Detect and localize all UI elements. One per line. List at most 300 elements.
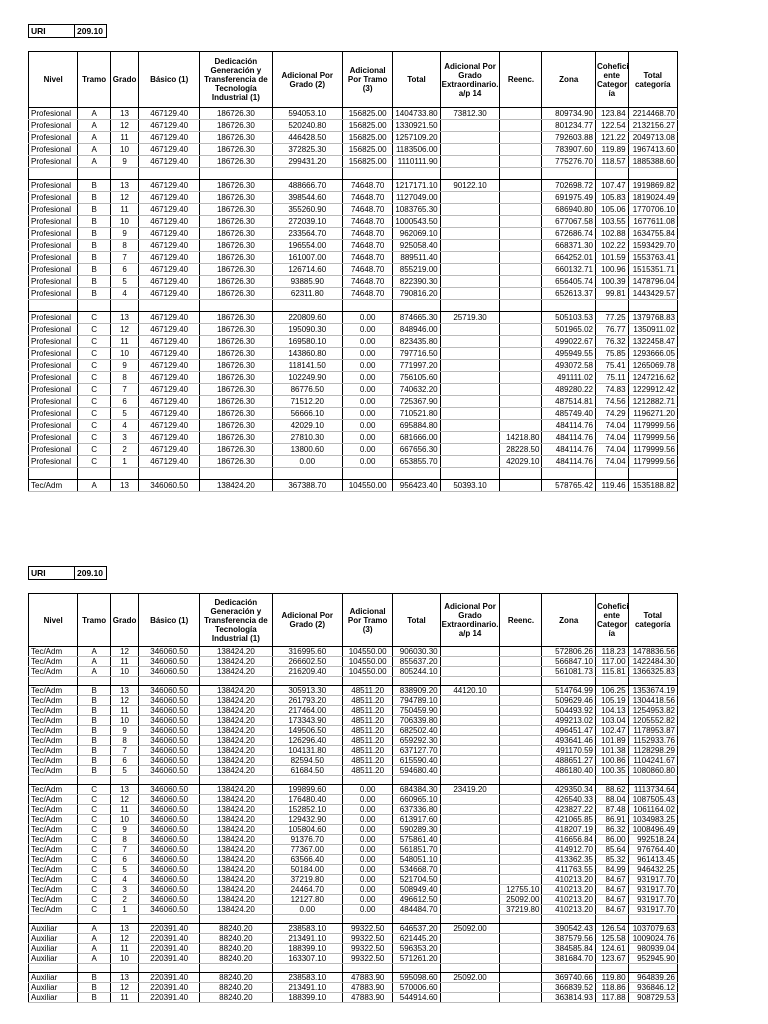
table-row <box>29 216 678 228</box>
cell-tramo: A <box>78 667 111 677</box>
cell-reenc <box>500 216 542 228</box>
cell-dedicacion: 138424.20 <box>200 657 272 667</box>
cell-adicional-grado-extra <box>440 647 500 657</box>
cell-grado: 3 <box>110 885 138 895</box>
empty-cell <box>542 677 596 686</box>
cell-grado: 8 <box>110 835 138 845</box>
cell-tramo: B <box>78 216 111 228</box>
cell-total: 797716.50 <box>393 348 440 360</box>
cell-coeficiente: 102.88 <box>596 228 629 240</box>
cell-tramo: B <box>78 726 111 736</box>
empty-cell <box>200 776 272 785</box>
cell-basico: 467129.40 <box>139 108 200 120</box>
cell-nivel: Profesional <box>29 312 78 324</box>
cell-adicional-grado: 61684.50 <box>272 766 342 776</box>
cell-nivel: Profesional <box>29 144 78 156</box>
cell-zona: 668371.30 <box>542 240 596 252</box>
cell-coeficiente: 125.58 <box>596 934 629 944</box>
cell-dedicacion: 186726.30 <box>200 432 272 444</box>
cell-reenc <box>500 228 542 240</box>
cell-reenc <box>500 865 542 875</box>
cell-nivel: Tec/Adm <box>29 885 78 895</box>
cell-total-categoria: 952945.90 <box>628 954 677 964</box>
cell-reenc <box>500 132 542 144</box>
cell-nivel: Tec/Adm <box>29 667 78 677</box>
cell-tramo: C <box>78 444 111 456</box>
cell-adicional-grado: 118141.50 <box>272 360 342 372</box>
cell-zona: 366839.52 <box>542 983 596 993</box>
cell-basico: 467129.40 <box>139 240 200 252</box>
empty-cell <box>542 468 596 480</box>
cell-dedicacion: 186726.30 <box>200 276 272 288</box>
cell-reenc <box>500 312 542 324</box>
cell-coeficiente: 119.80 <box>596 973 629 983</box>
cell-total: 484484.70 <box>393 905 440 915</box>
cell-adicional-tramo: 48511.20 <box>342 746 392 756</box>
group-separator <box>29 915 678 924</box>
cell-zona: 501965.02 <box>542 324 596 336</box>
cell-zona: 410213.20 <box>542 875 596 885</box>
cell-basico: 467129.40 <box>139 252 200 264</box>
cell-zona: 429350.34 <box>542 785 596 795</box>
cell-dedicacion: 88240.20 <box>200 924 272 934</box>
empty-cell <box>29 964 78 973</box>
cell-total: 544914.60 <box>393 993 440 1003</box>
cell-total: 684384.30 <box>393 785 440 795</box>
cell-basico: 467129.40 <box>139 456 200 468</box>
empty-cell <box>139 776 200 785</box>
cell-total: 1110111.90 <box>393 156 440 168</box>
table-row <box>29 432 678 444</box>
empty-cell <box>139 300 200 312</box>
cell-tramo: A <box>78 108 111 120</box>
col-header-adicional-tramo: Adicional Por Tramo (3) <box>342 52 392 108</box>
cell-adicional-grado-extra <box>440 432 500 444</box>
table-row <box>29 420 678 432</box>
cell-nivel: Tec/Adm <box>29 835 78 845</box>
cell-tramo: A <box>78 954 111 964</box>
table-row <box>29 252 678 264</box>
cell-coeficiente: 85.64 <box>596 845 629 855</box>
col-header-basico: Básico (1) <box>139 52 200 108</box>
cell-reenc <box>500 726 542 736</box>
cell-nivel: Tec/Adm <box>29 716 78 726</box>
cell-nivel: Profesional <box>29 192 78 204</box>
empty-cell <box>78 915 111 924</box>
cell-coeficiente: 118.57 <box>596 156 629 168</box>
cell-dedicacion: 186726.30 <box>200 180 272 192</box>
empty-cell <box>500 677 542 686</box>
empty-cell <box>596 915 629 924</box>
cell-total-categoria: 1037079.63 <box>628 924 677 934</box>
cell-zona: 572806.26 <box>542 647 596 657</box>
cell-total-categoria: 1113734.64 <box>628 785 677 795</box>
col-header-grado: Grado <box>110 594 138 647</box>
cell-reenc <box>500 108 542 120</box>
table-row <box>29 276 678 288</box>
cell-dedicacion: 138424.20 <box>200 696 272 706</box>
cell-tramo: C <box>78 805 111 815</box>
empty-cell <box>78 300 111 312</box>
cell-adicional-grado-extra: 25092.00 <box>440 924 500 934</box>
cell-adicional-tramo: 74648.70 <box>342 252 392 264</box>
cell-reenc <box>500 420 542 432</box>
empty-cell <box>110 677 138 686</box>
cell-adicional-grado-extra <box>440 795 500 805</box>
cell-adicional-grado: 149506.50 <box>272 726 342 736</box>
cell-adicional-tramo: 99322.50 <box>342 934 392 944</box>
cell-adicional-grado: 0.00 <box>272 905 342 915</box>
cell-adicional-tramo: 156825.00 <box>342 120 392 132</box>
cell-nivel: Tec/Adm <box>29 895 78 905</box>
cell-coeficiente: 123.84 <box>596 108 629 120</box>
cell-adicional-grado-extra <box>440 228 500 240</box>
cell-grado: 10 <box>110 144 138 156</box>
cell-tramo: C <box>78 885 111 895</box>
table-row <box>29 736 678 746</box>
cell-reenc <box>500 924 542 934</box>
cell-total-categoria: 1104241.67 <box>628 756 677 766</box>
col-header-coeficiente: Cohefici ente Categor ía <box>596 52 629 108</box>
cell-adicional-tramo: 0.00 <box>342 396 392 408</box>
empty-cell <box>596 300 629 312</box>
cell-basico: 467129.40 <box>139 120 200 132</box>
cell-total-categoria: 992518.24 <box>628 835 677 845</box>
cell-zona: 487514.81 <box>542 396 596 408</box>
cell-adicional-grado: 24464.70 <box>272 885 342 895</box>
cell-total: 621445.20 <box>393 934 440 944</box>
cell-reenc <box>500 766 542 776</box>
cell-reenc <box>500 875 542 885</box>
cell-dedicacion: 138424.20 <box>200 667 272 677</box>
cell-tramo: C <box>78 348 111 360</box>
cell-total: 534668.70 <box>393 865 440 875</box>
group-separator <box>29 300 678 312</box>
col-header-tramo: Tramo <box>78 594 111 647</box>
cell-adicional-tramo: 0.00 <box>342 905 392 915</box>
table-row <box>29 895 678 905</box>
cell-coeficiente: 75.85 <box>596 348 629 360</box>
cell-total: 575861.40 <box>393 835 440 845</box>
cell-coeficiente: 100.35 <box>596 766 629 776</box>
cell-adicional-tramo: 0.00 <box>342 444 392 456</box>
cell-nivel: Profesional <box>29 216 78 228</box>
cell-coeficiente: 76.77 <box>596 324 629 336</box>
col-header-zona: Zona <box>542 594 596 647</box>
cell-grado: 12 <box>110 192 138 204</box>
empty-cell <box>342 168 392 180</box>
cell-tramo: B <box>78 706 111 716</box>
cell-grado: 8 <box>110 240 138 252</box>
cell-basico: 467129.40 <box>139 216 200 228</box>
col-header-dedicacion: Dedicación Generación y Transferencia de Tecnología Industrial (1) <box>200 52 272 108</box>
cell-adicional-grado: 238583.10 <box>272 924 342 934</box>
cell-adicional-grado-extra <box>440 954 500 964</box>
empty-cell <box>542 168 596 180</box>
empty-cell <box>440 915 500 924</box>
cell-tramo: B <box>78 264 111 276</box>
table-row <box>29 993 678 1003</box>
empty-cell <box>29 300 78 312</box>
cell-basico: 220391.40 <box>139 954 200 964</box>
cell-coeficiente: 74.83 <box>596 384 629 396</box>
cell-coeficiente: 86.00 <box>596 835 629 845</box>
cell-adicional-grado: 238583.10 <box>272 973 342 983</box>
cell-reenc <box>500 264 542 276</box>
cell-total-categoria: 1677611.08 <box>628 216 677 228</box>
cell-dedicacion: 138424.20 <box>200 726 272 736</box>
cell-reenc <box>500 756 542 766</box>
cell-adicional-grado: 152852.10 <box>272 805 342 815</box>
cell-tramo: C <box>78 845 111 855</box>
cell-nivel: Tec/Adm <box>29 647 78 657</box>
cell-tramo: A <box>78 934 111 944</box>
table-row <box>29 647 678 657</box>
cell-total: 956423.40 <box>393 480 440 492</box>
cell-nivel: Profesional <box>29 264 78 276</box>
cell-total-categoria: 1061164.02 <box>628 805 677 815</box>
col-header-reenc: Reenc. <box>500 52 542 108</box>
cell-adicional-tramo: 0.00 <box>342 372 392 384</box>
cell-grado: 6 <box>110 756 138 766</box>
cell-adicional-tramo: 47883.90 <box>342 983 392 993</box>
cell-adicional-tramo: 47883.90 <box>342 993 392 1003</box>
cell-adicional-grado: 316995.60 <box>272 647 342 657</box>
table-row <box>29 696 678 706</box>
cell-grado: 5 <box>110 865 138 875</box>
cell-total-categoria: 1179999.56 <box>628 432 677 444</box>
cell-adicional-grado-extra <box>440 264 500 276</box>
cell-basico: 346060.50 <box>139 480 200 492</box>
cell-total-categoria: 1179999.56 <box>628 420 677 432</box>
cell-adicional-grado-extra <box>440 240 500 252</box>
cell-nivel: Tec/Adm <box>29 785 78 795</box>
cell-total-categoria: 1080860.80 <box>628 766 677 776</box>
cell-coeficiente: 77.25 <box>596 312 629 324</box>
empty-cell <box>78 677 111 686</box>
empty-cell <box>500 964 542 973</box>
table-row <box>29 785 678 795</box>
uri-box-1 <box>28 24 107 38</box>
cell-adicional-tramo: 74648.70 <box>342 276 392 288</box>
cell-adicional-tramo: 0.00 <box>342 384 392 396</box>
table-row <box>29 865 678 875</box>
empty-cell <box>500 468 542 480</box>
cell-basico: 467129.40 <box>139 420 200 432</box>
empty-cell <box>110 300 138 312</box>
cell-nivel: Tec/Adm <box>29 756 78 766</box>
cell-coeficiente: 102.47 <box>596 726 629 736</box>
cell-zona: 491111.02 <box>542 372 596 384</box>
cell-coeficiente: 74.04 <box>596 444 629 456</box>
cell-nivel: Auxiliar <box>29 973 78 983</box>
cell-adicional-grado-extra <box>440 456 500 468</box>
cell-grado: 6 <box>110 396 138 408</box>
cell-total: 571261.20 <box>393 954 440 964</box>
cell-nivel: Profesional <box>29 348 78 360</box>
cell-nivel: Tec/Adm <box>29 805 78 815</box>
cell-adicional-tramo: 0.00 <box>342 875 392 885</box>
cell-adicional-grado: 217464.00 <box>272 706 342 716</box>
cell-adicional-tramo: 0.00 <box>342 348 392 360</box>
cell-grado: 9 <box>110 360 138 372</box>
cell-coeficiente: 88.04 <box>596 795 629 805</box>
cell-tramo: B <box>78 252 111 264</box>
cell-adicional-grado: 0.00 <box>272 456 342 468</box>
cell-basico: 346060.50 <box>139 805 200 815</box>
empty-cell <box>78 964 111 973</box>
cell-total-categoria: 1179999.56 <box>628 456 677 468</box>
cell-reenc: 25092.00 <box>500 895 542 905</box>
col-header-total-categoria: Total categoría <box>628 594 677 647</box>
cell-dedicacion: 186726.30 <box>200 360 272 372</box>
cell-tramo: C <box>78 855 111 865</box>
cell-adicional-grado: 63566.40 <box>272 855 342 865</box>
cell-reenc <box>500 795 542 805</box>
cell-zona: 499022.67 <box>542 336 596 348</box>
cell-adicional-grado: 305913.30 <box>272 686 342 696</box>
cell-dedicacion: 138424.20 <box>200 895 272 905</box>
cell-dedicacion: 186726.30 <box>200 144 272 156</box>
cell-grado: 11 <box>110 132 138 144</box>
cell-zona: 363814.93 <box>542 993 596 1003</box>
cell-basico: 220391.40 <box>139 934 200 944</box>
cell-total: 682502.40 <box>393 726 440 736</box>
group-separator <box>29 964 678 973</box>
uri-label: URI <box>29 25 75 38</box>
cell-dedicacion: 186726.30 <box>200 396 272 408</box>
cell-adicional-grado: 355260.90 <box>272 204 342 216</box>
cell-adicional-grado-extra: 23419.20 <box>440 785 500 795</box>
empty-cell <box>393 964 440 973</box>
cell-zona: 514764.99 <box>542 686 596 696</box>
cell-nivel: Profesional <box>29 120 78 132</box>
cell-reenc <box>500 647 542 657</box>
cell-tramo: B <box>78 240 111 252</box>
cell-adicional-grado: 233564.70 <box>272 228 342 240</box>
cell-total-categoria: 976764.40 <box>628 845 677 855</box>
cell-zona: 691975.49 <box>542 192 596 204</box>
empty-cell <box>139 168 200 180</box>
cell-nivel: Tec/Adm <box>29 815 78 825</box>
cell-adicional-grado-extra: 25719.30 <box>440 312 500 324</box>
cell-grado: 4 <box>110 875 138 885</box>
cell-adicional-tramo: 48511.20 <box>342 686 392 696</box>
cell-grado: 9 <box>110 156 138 168</box>
cell-coeficiente: 105.83 <box>596 192 629 204</box>
cell-grado: 10 <box>110 667 138 677</box>
cell-tramo: C <box>78 895 111 905</box>
cell-coeficiente: 86.32 <box>596 825 629 835</box>
table-row <box>29 288 678 300</box>
cell-adicional-grado: 163307.10 <box>272 954 342 964</box>
empty-cell <box>29 776 78 785</box>
cell-adicional-grado-extra <box>440 993 500 1003</box>
table-row <box>29 156 678 168</box>
cell-total-categoria: 1229912.42 <box>628 384 677 396</box>
cell-coeficiente: 101.38 <box>596 746 629 756</box>
cell-adicional-grado: 37219.80 <box>272 875 342 885</box>
cell-basico: 220391.40 <box>139 973 200 983</box>
cell-grado: 8 <box>110 372 138 384</box>
cell-tramo: C <box>78 905 111 915</box>
cell-total-categoria: 1247216.62 <box>628 372 677 384</box>
cell-tramo: C <box>78 372 111 384</box>
cell-zona: 809734.90 <box>542 108 596 120</box>
cell-coeficiente: 84.67 <box>596 885 629 895</box>
cell-dedicacion: 138424.20 <box>200 746 272 756</box>
table-row <box>29 336 678 348</box>
cell-nivel: Profesional <box>29 336 78 348</box>
cell-total-categoria: 1293666.05 <box>628 348 677 360</box>
cell-dedicacion: 186726.30 <box>200 240 272 252</box>
cell-adicional-grado: 261793.20 <box>272 696 342 706</box>
cell-grado: 11 <box>110 944 138 954</box>
cell-total: 637336.80 <box>393 805 440 815</box>
cell-reenc <box>500 192 542 204</box>
cell-adicional-grado: 367388.70 <box>272 480 342 492</box>
col-header-nivel: Nivel <box>29 52 78 108</box>
cell-zona: 414912.70 <box>542 845 596 855</box>
cell-total-categoria: 931917.70 <box>628 875 677 885</box>
cell-tramo: B <box>78 228 111 240</box>
cell-dedicacion: 138424.20 <box>200 885 272 895</box>
cell-reenc: 28228.50 <box>500 444 542 456</box>
header-row <box>29 594 678 647</box>
cell-dedicacion: 138424.20 <box>200 785 272 795</box>
cell-adicional-grado: 56666.10 <box>272 408 342 420</box>
table-row <box>29 805 678 815</box>
cell-basico: 346060.50 <box>139 865 200 875</box>
cell-adicional-tramo: 99322.50 <box>342 954 392 964</box>
cell-adicional-tramo: 48511.20 <box>342 696 392 706</box>
cell-grado: 11 <box>110 336 138 348</box>
table-row <box>29 845 678 855</box>
cell-coeficiente: 84.67 <box>596 875 629 885</box>
cell-nivel: Auxiliar <box>29 954 78 964</box>
cell-basico: 346060.50 <box>139 736 200 746</box>
cell-total: 823435.80 <box>393 336 440 348</box>
cell-adicional-tramo: 0.00 <box>342 336 392 348</box>
cell-total: 1404733.80 <box>393 108 440 120</box>
cell-grado: 13 <box>110 785 138 795</box>
table-row <box>29 180 678 192</box>
cell-nivel: Tec/Adm <box>29 875 78 885</box>
col-header-grado: Grado <box>110 52 138 108</box>
cell-zona: 410213.20 <box>542 885 596 895</box>
cell-grado: 12 <box>110 983 138 993</box>
cell-adicional-grado: 71512.20 <box>272 396 342 408</box>
cell-coeficiente: 121.22 <box>596 132 629 144</box>
empty-cell <box>440 300 500 312</box>
cell-total-categoria: 1634755.84 <box>628 228 677 240</box>
cell-reenc <box>500 954 542 964</box>
group-separator <box>29 168 678 180</box>
cell-basico: 346060.50 <box>139 905 200 915</box>
cell-basico: 467129.40 <box>139 432 200 444</box>
cell-reenc <box>500 276 542 288</box>
cell-reenc <box>500 785 542 795</box>
cell-basico: 467129.40 <box>139 228 200 240</box>
cell-grado: 5 <box>110 276 138 288</box>
cell-dedicacion: 138424.20 <box>200 815 272 825</box>
table-row <box>29 815 678 825</box>
cell-nivel: Auxiliar <box>29 934 78 944</box>
cell-total-categoria: 931917.70 <box>628 885 677 895</box>
empty-cell <box>596 468 629 480</box>
cell-tramo: B <box>78 756 111 766</box>
empty-cell <box>628 300 677 312</box>
